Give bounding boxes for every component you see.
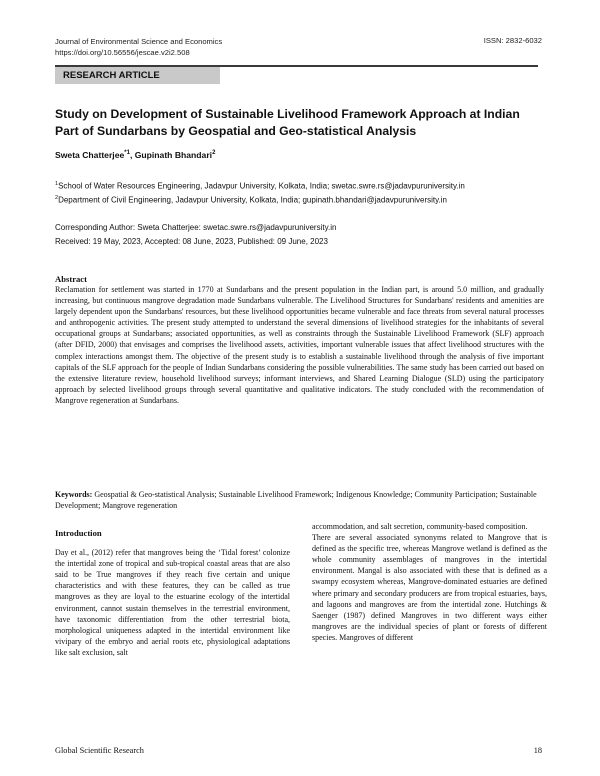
section-label: RESEARCH ARTICLE: [63, 70, 160, 81]
author-name: Sweta Chatterjee: [55, 150, 125, 160]
affiliation-sup: 1: [55, 181, 59, 187]
article-title: Study on Development of Sustainable Livelihood Framework Approach at Indian Part of Sundarbans by Geospatial and Geo-statistical Analysis: [55, 107, 520, 138]
affiliation-text: Department of Civil Engineering, Jadavpur University, Kolkata, India; gupinath.bhandari@jadavpuruniversity.in: [58, 195, 447, 205]
paragraph: accommodation, and salt secretion, community-based composition.: [312, 522, 528, 531]
keywords-label: Keywords:: [55, 490, 93, 499]
column-right: [312, 521, 547, 643]
publication-dates: Received: 19 May, 2023, Accepted: 08 June, 2023, Published: 09 June, 2023: [55, 237, 328, 246]
affiliation-text: School of Water Resources Engineering, Jadavpur University, Kolkata, India; swetac.swre.rs@jadavpuruniversity.in: [58, 181, 465, 191]
page-number: 18: [533, 746, 542, 755]
paragraph: There are several associated synonyms related to Mangrove that is defined as the specific tree, whereas Mangrove wetland is defined as the whole community assemblages of mangroves in the intertidal environment. Mangal is also associated with these that is defined as a swampy ecosystem whereas, Mangrove-dominated estuaries are defined where primary and secondary producers are from tropical estuaries, bays, and lagoons and mangroves are from the intertidal zone. Hutchings & Saenger (1987) defined Mangroves in two different ways either mangroves are the individual species of plant or forests of different species. Mangroves of different: [312, 533, 547, 642]
introduction-heading: Introduction: [55, 528, 102, 538]
keywords: [55, 489, 544, 511]
abstract-heading: Abstract: [55, 274, 87, 284]
keywords-text: Geospatial & Geo-statistical Analysis; Sustainable Livelihood Framework; Indigenous Knowledge; Community Participation; Sustainable Development; Mangrove regeneration: [55, 490, 537, 511]
abstract-body: Reclamation for settlement was started in 1770 at Sundarbans and the present population in the Indian part, is around 5.0 million, and gradually increasing, but continuous mangrove degradation made Sundarbans vulnerable. The Livelihood Structures for Sundarbans' residents and amenities are largely dependent upon the Sundarbans' resources, but these livelihood opportunities became vulnerable and face threats from several natural processes and anthropogenic activities. The present study attempted to understand the several dimensions of livelihood strategies for the inhabitants of several occupational groups at Sundarbans; associated opportunities, as well as constraints through the Sustainable Livelihood Framework (SLF) approach (after DFID, 2000) that envisages and comprises the livelihood assets, activities, important vulnerable issues that affect livelihood structures with the complex interactions amongst them. The objective of the present study is to establish a sustainable livelihood through the analysis of five important capitals of the SLF approach for the people of Indian Sundarbans considering the possible vulnerabilities. The same study has been carried out based on the extensive literature review, household livelihood surveys; informant interviews, and Shared Learning Dialogue (SLD) using the participatory approach by selected livelihood groups through several quantitative and qualitative indicators. The study concluded with the recommendation of Mangrove regeneration at Sundarbans.: [55, 285, 544, 405]
author-list: [55, 150, 215, 160]
affiliation-sup: 2: [55, 195, 59, 201]
corresponding-author: Corresponding Author: Sweta Chatterjee: swetac.swre.rs@jadavpuruniversity.in: [55, 223, 337, 232]
author-sup: *1: [124, 150, 130, 157]
section-label-box: [55, 67, 220, 84]
running-header: [55, 36, 222, 58]
issn: ISSN: 2832-6032: [483, 36, 542, 45]
affiliation: [55, 195, 447, 205]
column-left: [55, 528, 290, 658]
author-sup: 2: [212, 150, 216, 157]
author-separator: ,: [129, 150, 135, 160]
doi-link[interactable]: https://doi.org/10.56556/jescae.v2i2.508: [55, 48, 190, 57]
section-bar: [55, 65, 538, 84]
footer-publisher: Global Scientific Research: [55, 746, 144, 755]
journal-name: Journal of Environmental Science and Economics: [55, 37, 223, 46]
paragraph: Day et al., (2012) refer that mangroves being the ‘Tidal forest’ colonize the intertidal zone of tropical and sub-tropical coastal areas that are also said to be True mangroves if they reach five certain and unique characteristics and with these features, they can be called as true mangroves as they are loyal to the estuarine ecology of the intertidal environment, cannot sustain themselves in the terrestrial environment, have taxonomic differentiation from the other terrestrial biota, morphological uniqueness adapted in the intertidal environment like vivipary of the embryo and aerial roots etc, physiological adaptations like salt exclusion, salt: [55, 548, 290, 657]
affiliation: [55, 181, 465, 191]
author-name: Gupinath Bhandari: [134, 150, 213, 160]
